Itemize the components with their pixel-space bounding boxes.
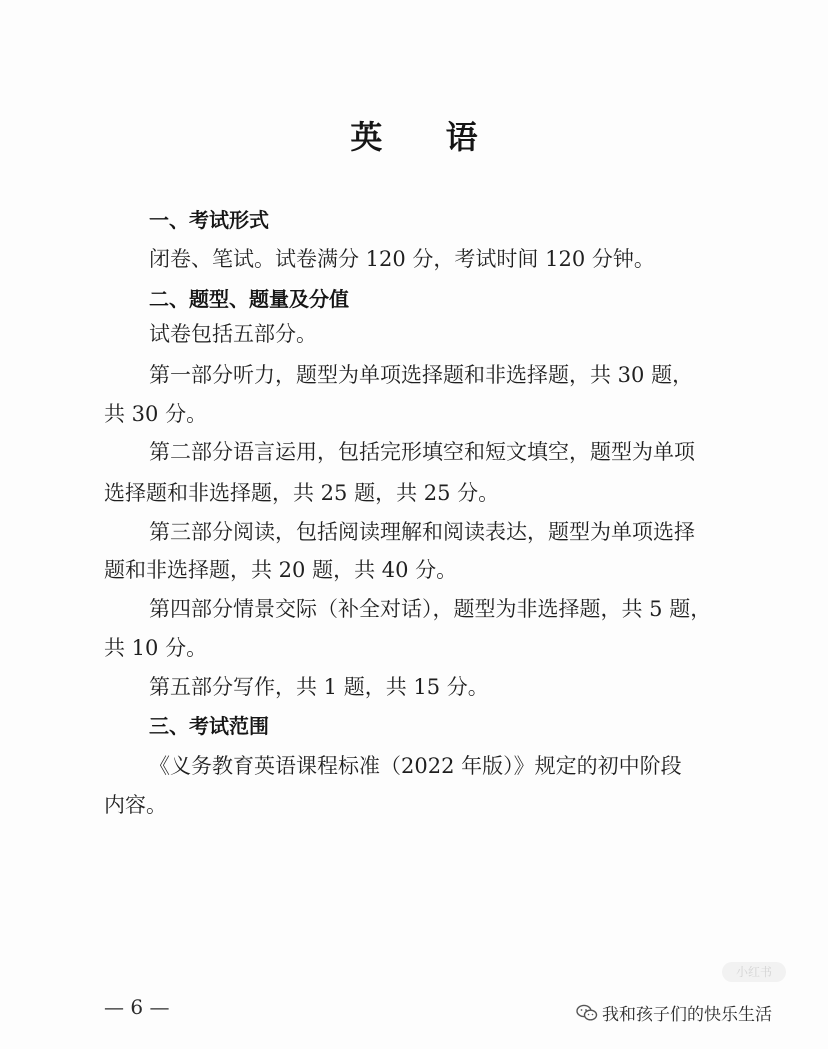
paragraph-part1-line1: 第一部分听力，题型为单项选择题和非选择题，共 30 题， xyxy=(149,363,694,387)
paragraph-part2-line2: 选择题和非选择题，共 25 题，共 25 分。 xyxy=(104,481,500,505)
paragraph-part4-line2: 共 10 分。 xyxy=(104,636,208,660)
paragraph-part3-line1: 第三部分阅读，包括阅读理解和阅读表达，题型为单项选择 xyxy=(149,520,695,544)
watermark xyxy=(576,1000,772,1025)
page-number: — 6 — xyxy=(104,995,170,1019)
page-title: 英 语 xyxy=(350,118,504,156)
section-heading-question-types: 二、题型、题量及分值 xyxy=(149,287,349,311)
section-heading-exam-format: 一、考试形式 xyxy=(149,208,269,232)
paragraph-scope-line2: 内容。 xyxy=(104,793,167,817)
paragraph-intro: 试卷包括五部分。 xyxy=(149,322,317,346)
paragraph-exam-format: 闭卷、笔试。试卷满分 120 分，考试时间 120 分钟。 xyxy=(149,247,655,271)
paragraph-part4-line1: 第四部分情景交际（补全对话），题型为非选择题，共 5 题， xyxy=(149,597,712,621)
paragraph-part3-line2: 题和非选择题，共 20 题，共 40 分。 xyxy=(104,558,458,582)
watermark-badge: 小红书 xyxy=(722,962,786,982)
paragraph-scope-line1: 《义务教育英语课程标准（2022 年版）》规定的初中阶段 xyxy=(149,754,682,778)
paragraph-part2-line1: 第二部分语言运用，包括完形填空和短文填空，题型为单项 xyxy=(149,440,695,464)
paragraph-part1-line2: 共 30 分。 xyxy=(104,402,208,426)
paragraph-part5: 第五部分写作，共 1 题，共 15 分。 xyxy=(149,675,489,699)
wechat-icon xyxy=(576,1004,598,1022)
watermark-text: 我和孩子们的快乐生活 xyxy=(602,1005,772,1025)
section-heading-exam-scope: 三、考试范围 xyxy=(149,714,269,738)
